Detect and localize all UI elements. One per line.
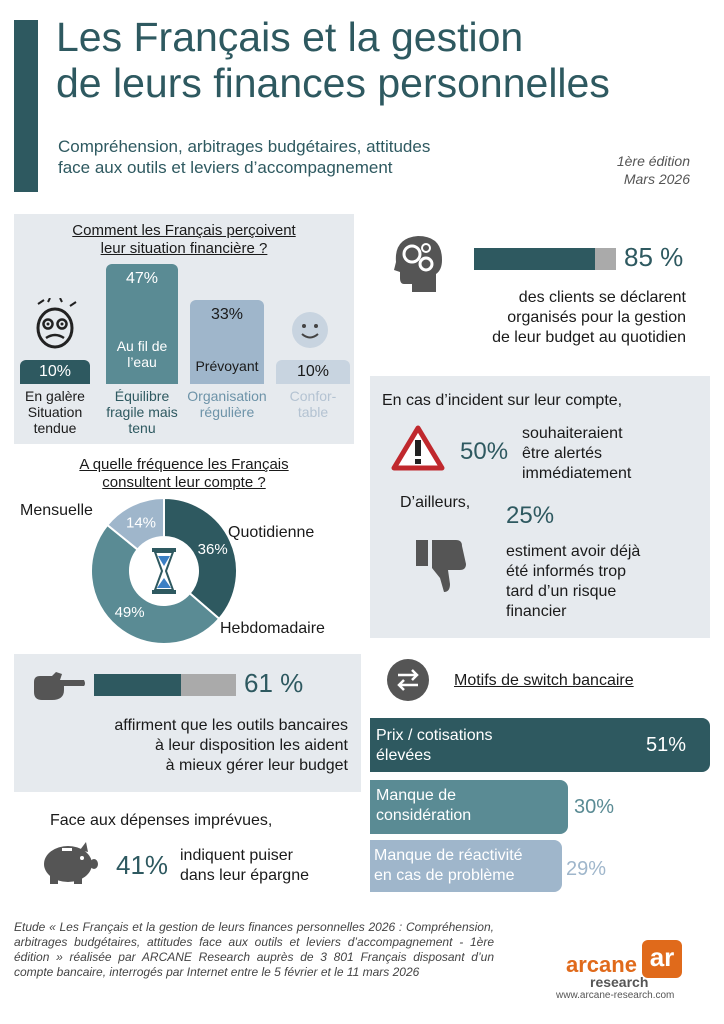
clients-bar-fill xyxy=(474,248,595,270)
unexpected-title: Face aux dépenses imprévues, xyxy=(50,812,273,829)
switch-label-prix: Prix / cotisations élevées xyxy=(376,727,493,764)
donut-label-mensuelle: 14% xyxy=(125,514,157,532)
switch-value-prix: 51% xyxy=(646,734,687,756)
clients-value: 85 % xyxy=(624,242,684,272)
switch-value-reactivite: 29% xyxy=(566,858,607,880)
tools-text: affirment que les outils bancaires à leur disposition les aident à mieux gérer leur budget xyxy=(114,717,348,774)
warning-icon xyxy=(390,424,446,472)
alert-value: 50% xyxy=(460,438,509,465)
switch-title: Motifs de switch bancaire xyxy=(454,672,634,689)
savings-value: 41% xyxy=(116,850,169,880)
bar-prevoyant: 33% Prévoyant xyxy=(190,300,264,384)
label-confortable: Confor- table xyxy=(289,388,337,420)
frequency-panel xyxy=(14,452,354,652)
piggy-bank-icon xyxy=(36,838,98,888)
bar-confortable: 10% xyxy=(276,360,350,384)
incident-title: En cas d’incident sur leur compte, xyxy=(382,392,623,409)
thumbs-down-icon xyxy=(414,538,468,594)
donut-label-quotidienne: 36% xyxy=(197,540,228,558)
savings-text: indiquent puiser dans leur épargne xyxy=(180,847,309,884)
besides-label: D’ailleurs, xyxy=(400,494,471,511)
pointing-hand-icon xyxy=(32,672,86,704)
switch-label-reactivite: Manque de réactivité en cas de problème xyxy=(374,847,523,884)
label-mensuelle: Mensuelle xyxy=(20,502,93,519)
frequency-title: A quelle fréquence les Français consultent leur compte ? xyxy=(79,456,289,491)
tools-bar-fill xyxy=(94,674,181,696)
situation-panel xyxy=(14,214,354,444)
brain-gears-icon xyxy=(386,232,446,296)
label-en-galere: En galère Situation tendue xyxy=(25,388,85,436)
label-quotidienne: Quotidienne xyxy=(228,524,315,541)
late-value: 25% xyxy=(506,502,555,529)
incident-panel xyxy=(370,376,710,638)
switch-label-consideration: Manque de considération xyxy=(376,787,472,824)
label-organisation: Organisation régulière xyxy=(187,388,267,420)
late-text: estiment avoir déjà été informés trop tard d’un risque financier xyxy=(506,543,641,620)
donut-label-hebdomadaire: 49% xyxy=(114,603,145,621)
situation-title: Comment les Français perçoivent leur situation financière ? xyxy=(72,222,296,257)
edition-date: 1ère édition Mars 2026 xyxy=(616,153,690,187)
tools-panel xyxy=(14,654,361,792)
study-footnote: Etude « Les Français et la gestion de leurs finances personnelles 2026 : Compréhension, arbitrages budgétaires, attitudes face aux outils et leviers d’accompagnement - 1ère édition » réalisée par ARCANE Research auprès de 3 801 Français disposant d’un compte bancaire, interrogés par Internet entre le 5 février et le 11 mars 2026 xyxy=(14,920,494,979)
worried-face-icon xyxy=(32,298,78,350)
label-equilibre: Équilibre fragile mais tenu xyxy=(106,388,178,436)
page-subtitle: Compréhension, arbitrages budgétaires, attitudes face aux outils et leviers d’accompagnement xyxy=(58,137,431,177)
clients-panel xyxy=(370,224,710,354)
page-title: Les Français et la gestion de leurs finances personnelles xyxy=(56,14,610,106)
website-url: www.arcane-research.com xyxy=(556,990,675,1001)
alert-text: souhaiteraient être alertés immédiatement xyxy=(522,425,632,482)
clients-text: des clients se déclarent organisés pour la gestion de leur budget au quotidien xyxy=(492,289,686,346)
switch-value-consideration: 30% xyxy=(574,796,615,818)
donut-slice-quotidienne xyxy=(164,498,237,619)
title-accent-bar xyxy=(14,20,38,192)
logo-mark: ar xyxy=(642,940,682,978)
hourglass-icon xyxy=(152,548,176,594)
tools-value: 61 % xyxy=(244,668,304,698)
logo-wordmark: arcane xyxy=(566,952,637,977)
label-hebdomadaire: Hebdomadaire xyxy=(220,620,325,637)
bar-fil-de-leau: 47% Au fil de l’eau xyxy=(106,264,178,384)
smiley-icon xyxy=(290,310,330,350)
logo-subtitle: research xyxy=(590,974,649,990)
bar-en-galere: 10% xyxy=(20,360,90,384)
switch-panel xyxy=(370,652,710,902)
frequency-donut-chart xyxy=(86,498,242,644)
switch-arrows-icon xyxy=(386,658,430,702)
